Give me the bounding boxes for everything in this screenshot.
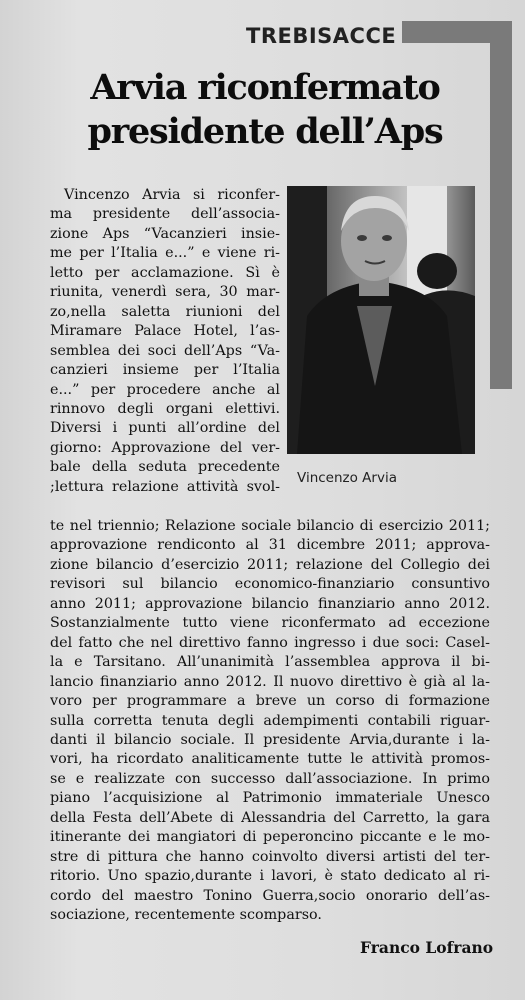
article-line: lancio finanziario anno 2012. Il nuovo direttivo è già al la- <box>50 673 490 690</box>
article-line: Miramare Palace Hotel, l’as- <box>50 323 280 340</box>
article-line: Sostanzialmente tutto viene riconfermato ad eccezione <box>50 615 490 632</box>
article-line: approvazione rendiconto al 31 dicembre 2011; approva- <box>50 537 490 554</box>
article-line: anno 2011; approvazione bilancio finanziario anno 2012. <box>50 595 490 612</box>
author-byline: Franco Lofrano <box>360 938 494 957</box>
photo-caption: Vincenzo Arvia <box>297 470 397 486</box>
headline-line: Arvia riconfermato <box>90 67 440 108</box>
article-line: stre di pittura che hanno coinvolto diversi artisti del ter- <box>50 848 490 865</box>
article-line: sociazione, recentemente scomparso. <box>50 907 322 924</box>
article-line: me per l’Italia e...” e viene ri- <box>50 245 280 262</box>
article-line: danti il bilancio sociale. Il presidente Arvia,durante i la- <box>50 731 490 748</box>
article-line: vori, ha ricordato analiticamente tutte le attività promos- <box>50 751 490 768</box>
article-body-full <box>50 517 490 926</box>
article-line: rinnovo degli organi elettivi. <box>50 400 280 417</box>
article-line: della Festa dell’Abete di Alessandria del Carretto, la gara <box>50 809 490 826</box>
article-line: del fatto che nel direttivo fanno ingresso i due soci: Casel- <box>50 634 490 651</box>
article-line: sulla corretta tenuta degli adempimenti contabili riguar- <box>50 712 490 729</box>
article-line: itinerante dei mangiatori di peperoncino piccante e le mo- <box>50 829 490 846</box>
portrait-illustration <box>287 186 475 454</box>
headline-line: presidente dell’Aps <box>87 111 443 152</box>
article-line: ritorio. Uno spazio,durante i lavori, è stato dedicato al ri- <box>50 868 490 885</box>
section-label: TREBISACCE <box>246 24 397 48</box>
article-line: piano l’acquisizione al Patrimonio immateriale Unesco <box>50 790 490 807</box>
article-line: canzieri insieme per l’Italia <box>50 362 280 379</box>
article-line: Diversi i punti all’ordine del <box>50 420 280 437</box>
article-line: zo,nella saletta riunioni del <box>50 303 280 320</box>
article-line: letto per acclamazione. Sì è <box>50 264 280 281</box>
article-line: te nel triennio; Relazione sociale bilancio di esercizio 2011; <box>50 518 490 534</box>
article-line: semblea dei soci dell’Aps “Va- <box>50 342 280 359</box>
article-line: giorno: Approvazione del ver- <box>50 439 280 456</box>
decorative-bracket-side <box>490 21 512 389</box>
article-line: zione bilancio d’esercizio 2011; relazione del Collegio dei <box>50 556 490 573</box>
headline <box>60 66 470 154</box>
article-line: cordo del maestro Tonino Guerra,socio onorario dell’as- <box>50 887 490 904</box>
article-line: se e realizzate con successo dall’associazione. In primo <box>50 770 490 787</box>
article-line: bale della seduta precedente <box>50 459 280 476</box>
article-body-column <box>50 186 280 497</box>
article-line: ma presidente dell’associa- <box>50 206 280 223</box>
article-line: Vincenzo Arvia si riconfer- <box>64 187 280 203</box>
article-line: e...” per procedere anche al <box>50 381 280 398</box>
article-line: ;lettura relazione attività svol- <box>50 478 280 495</box>
portrait-photo <box>287 186 475 454</box>
article-line: zione Aps “Vacanzieri insie- <box>50 225 280 242</box>
article-line: riunita, venerdì sera, 30 mar- <box>50 284 280 301</box>
article-line: revisori sul bilancio economico-finanziario consuntivo <box>50 576 490 593</box>
article-line: voro per programmare a breve un corso di formazione <box>50 693 490 710</box>
article-line: la e Tarsitano. All’unanimità l’assemblea approva il bi- <box>50 654 490 671</box>
